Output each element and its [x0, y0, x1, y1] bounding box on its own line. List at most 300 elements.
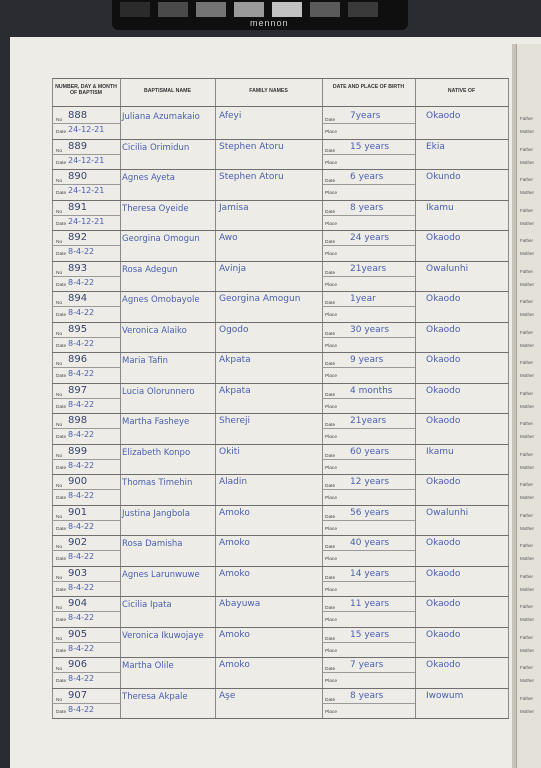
row-mid-rule — [322, 489, 415, 490]
facing-page-label: Mother — [520, 434, 535, 439]
row-mid-rule — [322, 184, 415, 185]
baptismal-name: Theresa Akpale — [122, 692, 188, 702]
facing-page-label: Father — [520, 696, 534, 701]
facing-page-label: Father — [520, 421, 534, 426]
no-label: No — [56, 240, 63, 245]
family-name: Avinja — [219, 264, 247, 274]
row-mid-rule — [52, 184, 120, 185]
row-divider — [52, 474, 509, 475]
baptism-date: 8-4-22 — [68, 400, 95, 409]
baptism-date: 8-4-22 — [68, 583, 95, 592]
row-divider — [52, 383, 509, 384]
facing-page-label: Mother — [520, 617, 535, 622]
birth-place-label: Place — [325, 130, 337, 135]
baptism-number: 906 — [68, 659, 88, 670]
date-label: Date — [56, 496, 67, 501]
birth-date-label: Date — [325, 515, 336, 520]
family-name: Okiti — [219, 447, 240, 457]
row-mid-rule — [322, 123, 415, 124]
no-label: No — [56, 606, 63, 611]
native-of: Okaodo — [426, 355, 461, 365]
facing-page-label: Father — [520, 330, 534, 335]
facing-page-label: Father — [520, 177, 534, 182]
birth-place-label: Place — [325, 435, 337, 440]
birth-age: 4 months — [350, 386, 393, 396]
facing-page-label: Mother — [520, 404, 535, 409]
birth-age: 15 years — [350, 142, 390, 152]
native-of: Iwowum — [426, 691, 464, 701]
date-label: Date — [56, 557, 67, 562]
baptism-date: 8-4-22 — [68, 308, 95, 317]
column-rule — [120, 78, 121, 718]
native-of: Okaodo — [426, 599, 461, 609]
baptismal-name: Agnes Omobayole — [122, 295, 200, 305]
row-mid-rule — [52, 398, 120, 399]
birth-place-label: Place — [325, 557, 337, 562]
baptism-date: 8-4-22 — [68, 369, 95, 378]
birth-place-label: Place — [325, 405, 337, 410]
birth-age: 12 years — [350, 477, 390, 487]
row-mid-rule — [52, 245, 120, 246]
birth-date-label: Date — [325, 637, 336, 642]
row-divider — [52, 505, 509, 506]
row-mid-rule — [322, 154, 415, 155]
facing-page-label: Mother — [520, 282, 535, 287]
family-name: Georgina Amogun — [219, 294, 301, 304]
row-divider — [52, 596, 509, 597]
baptism-date: 8-4-22 — [68, 644, 95, 653]
birth-date-label: Date — [325, 210, 336, 215]
baptism-number: 898 — [68, 415, 88, 426]
calibration-brand: mennon — [250, 18, 289, 28]
facing-page-label: Father — [520, 116, 534, 121]
baptism-date: 8-4-22 — [68, 339, 95, 348]
facing-page-label: Mother — [520, 556, 535, 561]
calibration-swatch — [120, 2, 150, 17]
baptism-number: 888 — [68, 110, 88, 121]
row-divider — [52, 230, 509, 231]
baptismal-name: Juliana Azumakaio — [122, 112, 200, 122]
native-of: Owalunhi — [426, 508, 469, 518]
birth-date-label: Date — [325, 362, 336, 367]
birth-age: 60 years — [350, 447, 390, 457]
facing-page-label: Father — [520, 269, 534, 274]
baptismal-name: Rosa Adegun — [122, 265, 178, 275]
birth-date-label: Date — [325, 606, 336, 611]
facing-page-label: Mother — [520, 312, 535, 317]
no-label: No — [56, 149, 63, 154]
birth-place-label: Place — [325, 679, 337, 684]
baptismal-name: Elizabeth Konpo — [122, 448, 191, 458]
facing-page-label: Mother — [520, 709, 535, 714]
row-mid-rule — [322, 367, 415, 368]
header-number: NUMBER, DAY & MONTH OF BAPTISM — [55, 84, 117, 96]
birth-place-label: Place — [325, 710, 337, 715]
column-rule — [415, 78, 416, 718]
facing-page-label: Father — [520, 604, 534, 609]
baptism-number: 900 — [68, 476, 88, 487]
date-label: Date — [56, 344, 67, 349]
row-mid-rule — [52, 489, 120, 490]
baptismal-name: Maria Tafin — [122, 356, 169, 366]
native-of: Okaodo — [426, 111, 461, 121]
baptismal-name: Lucia Olorunnero — [122, 387, 195, 397]
birth-date-label: Date — [325, 423, 336, 428]
row-mid-rule — [322, 459, 415, 460]
native-of: Okaodo — [426, 538, 461, 548]
baptism-number: 891 — [68, 202, 88, 213]
baptism-date: 8-4-22 — [68, 430, 95, 439]
baptismal-name: Agnes Larunwuwe — [122, 570, 200, 580]
family-name: Stephen Atoru — [219, 172, 284, 182]
no-label: No — [56, 332, 63, 337]
baptism-date: 8-4-22 — [68, 491, 95, 500]
facing-page-label: Father — [520, 513, 534, 518]
family-name: Afeyi — [219, 111, 242, 121]
row-mid-rule — [322, 642, 415, 643]
date-label: Date — [56, 191, 67, 196]
header-baptismal-name: BAPTISMAL NAME — [144, 88, 191, 94]
native-of: Okaodo — [426, 477, 461, 487]
date-label: Date — [56, 466, 67, 471]
calibration-swatch — [310, 2, 340, 17]
family-name: Akpata — [219, 386, 251, 396]
facing-page-label: Father — [520, 299, 534, 304]
facing-page-label: Mother — [520, 495, 535, 500]
birth-place-label: Place — [325, 374, 337, 379]
row-mid-rule — [52, 154, 120, 155]
no-label: No — [56, 576, 63, 581]
baptism-date: 8-4-22 — [68, 278, 95, 287]
date-label: Date — [56, 649, 67, 654]
birth-place-label: Place — [325, 527, 337, 532]
birth-age: 7years — [350, 111, 381, 121]
row-mid-rule — [322, 520, 415, 521]
row-mid-rule — [322, 611, 415, 612]
birth-age: 14 years — [350, 569, 390, 579]
birth-age: 8 years — [350, 203, 384, 213]
row-mid-rule — [322, 672, 415, 673]
birth-place-label: Place — [325, 283, 337, 288]
birth-place-label: Place — [325, 344, 337, 349]
date-label: Date — [56, 588, 67, 593]
no-label: No — [56, 545, 63, 550]
date-label: Date — [56, 252, 67, 257]
no-label: No — [56, 118, 63, 123]
row-divider — [52, 413, 509, 414]
row-mid-rule — [52, 581, 120, 582]
no-label: No — [56, 637, 63, 642]
native-of: Okaodo — [426, 325, 461, 335]
row-mid-rule — [322, 581, 415, 582]
date-label: Date — [56, 222, 67, 227]
birth-age: 1year — [350, 294, 376, 304]
no-label: No — [56, 454, 63, 459]
row-mid-rule — [52, 611, 120, 612]
row-divider — [52, 322, 509, 323]
date-label: Date — [56, 710, 67, 715]
baptism-date: 8-4-22 — [68, 461, 95, 470]
no-label: No — [56, 423, 63, 428]
baptism-date: 8-4-22 — [68, 613, 95, 622]
baptism-number: 901 — [68, 507, 88, 518]
birth-age: 7 years — [350, 660, 384, 670]
row-divider — [52, 566, 509, 567]
birth-date-label: Date — [325, 240, 336, 245]
baptism-date: 8-4-22 — [68, 552, 95, 561]
birth-date-label: Date — [325, 454, 336, 459]
baptism-number: 895 — [68, 324, 88, 335]
native-of: Okaodo — [426, 569, 461, 579]
row-mid-rule — [52, 428, 120, 429]
row-mid-rule — [52, 550, 120, 551]
baptism-date: 24-12-21 — [68, 156, 105, 165]
facing-page-label: Father — [520, 238, 534, 243]
birth-date-label: Date — [325, 698, 336, 703]
row-mid-rule — [52, 276, 120, 277]
row-mid-rule — [52, 123, 120, 124]
row-mid-rule — [52, 642, 120, 643]
birth-date-label: Date — [325, 545, 336, 550]
no-label: No — [56, 271, 63, 276]
baptismal-name: Theresa Oyeide — [122, 204, 189, 214]
native-of: Okaodo — [426, 294, 461, 304]
calibration-swatch — [272, 2, 302, 17]
no-label: No — [56, 210, 63, 215]
birth-age: 9 years — [350, 355, 384, 365]
facing-page-label: Father — [520, 665, 534, 670]
facing-page-label: Mother — [520, 373, 535, 378]
row-mid-rule — [52, 215, 120, 216]
native-of: Owalunhi — [426, 264, 469, 274]
date-label: Date — [56, 130, 67, 135]
row-divider — [52, 261, 509, 262]
birth-place-label: Place — [325, 161, 337, 166]
birth-age: 21years — [350, 264, 387, 274]
row-mid-rule — [52, 703, 120, 704]
baptism-number: 905 — [68, 629, 88, 640]
facing-page-label: Father — [520, 635, 534, 640]
birth-age: 11 years — [350, 599, 390, 609]
row-mid-rule — [52, 306, 120, 307]
calibration-swatch — [348, 2, 378, 17]
table-top-rule — [52, 78, 509, 79]
facing-page-label: Mother — [520, 251, 535, 256]
baptism-number: 889 — [68, 141, 88, 152]
baptism-number: 902 — [68, 537, 88, 548]
row-divider — [52, 200, 509, 201]
family-name: Stephen Atoru — [219, 142, 284, 152]
row-divider — [52, 718, 509, 719]
row-mid-rule — [322, 337, 415, 338]
column-rule — [215, 78, 216, 718]
baptism-number: 903 — [68, 568, 88, 579]
birth-date-label: Date — [325, 149, 336, 154]
birth-place-label: Place — [325, 466, 337, 471]
family-name: Amoko — [219, 569, 250, 579]
baptismal-name: Veronica Alaiko — [122, 326, 187, 336]
birth-date-label: Date — [325, 393, 336, 398]
family-name: Aladin — [219, 477, 248, 487]
header-native-of: NATIVE OF — [447, 88, 476, 94]
facing-page-label: Father — [520, 208, 534, 213]
no-label: No — [56, 301, 63, 306]
row-mid-rule — [322, 398, 415, 399]
family-name: Awo — [219, 233, 238, 243]
baptism-number: 896 — [68, 354, 88, 365]
no-label: No — [56, 515, 63, 520]
birth-age: 8 years — [350, 691, 384, 701]
baptism-number: 907 — [68, 690, 88, 701]
birth-age: 6 years — [350, 172, 384, 182]
birth-date-label: Date — [325, 118, 336, 123]
baptism-date: 8-4-22 — [68, 674, 95, 683]
birth-age: 24 years — [350, 233, 390, 243]
birth-date-label: Date — [325, 301, 336, 306]
date-label: Date — [56, 618, 67, 623]
baptismal-name: Agnes Ayeta — [122, 173, 175, 183]
no-label: No — [56, 698, 63, 703]
baptism-register-table — [52, 78, 509, 718]
calibration-swatch — [158, 2, 188, 17]
family-name: Akpata — [219, 355, 251, 365]
family-name: Abayuwa — [219, 599, 261, 609]
baptism-date: 8-4-22 — [68, 522, 95, 531]
baptism-number: 893 — [68, 263, 88, 274]
baptismal-name: Rosa Damisha — [122, 539, 183, 549]
no-label: No — [56, 484, 63, 489]
row-divider — [52, 352, 509, 353]
family-name: Jamisa — [219, 203, 249, 213]
family-name: Amoko — [219, 538, 250, 548]
birth-place-label: Place — [325, 191, 337, 196]
native-of: Okaodo — [426, 416, 461, 426]
row-mid-rule — [52, 672, 120, 673]
row-divider — [52, 291, 509, 292]
baptismal-name: Martha Olile — [122, 661, 174, 671]
baptism-number: 892 — [68, 232, 88, 243]
no-label: No — [56, 179, 63, 184]
baptism-date: 24-12-21 — [68, 125, 105, 134]
baptism-number: 899 — [68, 446, 88, 457]
family-name: Shereji — [219, 416, 250, 426]
baptism-date: 24-12-21 — [68, 217, 105, 226]
facing-page-label: Mother — [520, 343, 535, 348]
row-mid-rule — [52, 367, 120, 368]
birth-place-label: Place — [325, 618, 337, 623]
baptism-number: 904 — [68, 598, 88, 609]
native-of: Ekia — [426, 142, 445, 152]
baptism-number: 897 — [68, 385, 88, 396]
row-mid-rule — [52, 459, 120, 460]
date-label: Date — [56, 283, 67, 288]
facing-page-label: Father — [520, 574, 534, 579]
birth-place-label: Place — [325, 252, 337, 257]
native-of: Ikamu — [426, 203, 454, 213]
baptismal-name: Cicilia Ipata — [122, 600, 172, 610]
birth-date-label: Date — [325, 576, 336, 581]
row-divider — [52, 444, 509, 445]
row-mid-rule — [322, 245, 415, 246]
header-family-names: FAMILY NAMES — [249, 88, 288, 94]
birth-date-label: Date — [325, 332, 336, 337]
no-label: No — [56, 667, 63, 672]
header-rule — [52, 106, 509, 107]
header-date-place-birth: DATE AND PLACE OF BIRTH — [332, 84, 405, 90]
native-of: Okaodo — [426, 233, 461, 243]
facing-page-label: Father — [520, 452, 534, 457]
native-of: Okaodo — [426, 630, 461, 640]
baptism-date: 8-4-22 — [68, 247, 95, 256]
baptism-date: 8-4-22 — [68, 705, 95, 714]
row-mid-rule — [322, 215, 415, 216]
date-label: Date — [56, 405, 67, 410]
facing-page-label: Mother — [520, 190, 535, 195]
facing-page-label: Mother — [520, 221, 535, 226]
native-of: Okundo — [426, 172, 461, 182]
column-rule — [508, 78, 509, 718]
birth-date-label: Date — [325, 484, 336, 489]
baptism-number: 894 — [68, 293, 88, 304]
native-of: Okaodo — [426, 386, 461, 396]
family-name: Amoko — [219, 508, 250, 518]
facing-page-label: Mother — [520, 587, 535, 592]
row-mid-rule — [322, 276, 415, 277]
family-name: Amoko — [219, 660, 250, 670]
native-of: Okaodo — [426, 660, 461, 670]
baptismal-name: Martha Fasheye — [122, 417, 190, 427]
date-label: Date — [56, 679, 67, 684]
birth-date-label: Date — [325, 271, 336, 276]
birth-age: 21years — [350, 416, 387, 426]
baptism-number: 890 — [68, 171, 88, 182]
row-divider — [52, 169, 509, 170]
calibration-swatch — [196, 2, 226, 17]
date-label: Date — [56, 313, 67, 318]
birth-place-label: Place — [325, 313, 337, 318]
facing-page-label: Mother — [520, 678, 535, 683]
baptismal-name: Cicilia Orimidun — [122, 143, 190, 153]
native-of: Ikamu — [426, 447, 454, 457]
row-divider — [52, 535, 509, 536]
row-mid-rule — [322, 703, 415, 704]
facing-page-label: Mother — [520, 526, 535, 531]
row-mid-rule — [52, 337, 120, 338]
birth-place-label: Place — [325, 222, 337, 227]
facing-page-label: Father — [520, 543, 534, 548]
facing-page-label: Father — [520, 391, 534, 396]
date-label: Date — [56, 374, 67, 379]
facing-page-label: Mother — [520, 160, 535, 165]
facing-page-label: Father — [520, 482, 534, 487]
baptism-date: 24-12-21 — [68, 186, 105, 195]
color-calibration-card — [112, 0, 408, 30]
birth-place-label: Place — [325, 496, 337, 501]
facing-page-label: Father — [520, 147, 534, 152]
row-mid-rule — [52, 520, 120, 521]
date-label: Date — [56, 527, 67, 532]
row-divider — [52, 627, 509, 628]
family-name: Ogodo — [219, 325, 249, 335]
birth-age: 30 years — [350, 325, 390, 335]
no-label: No — [56, 393, 63, 398]
birth-age: 56 years — [350, 508, 390, 518]
row-divider — [52, 688, 509, 689]
row-divider — [52, 657, 509, 658]
birth-date-label: Date — [325, 179, 336, 184]
birth-date-label: Date — [325, 667, 336, 672]
row-mid-rule — [322, 428, 415, 429]
